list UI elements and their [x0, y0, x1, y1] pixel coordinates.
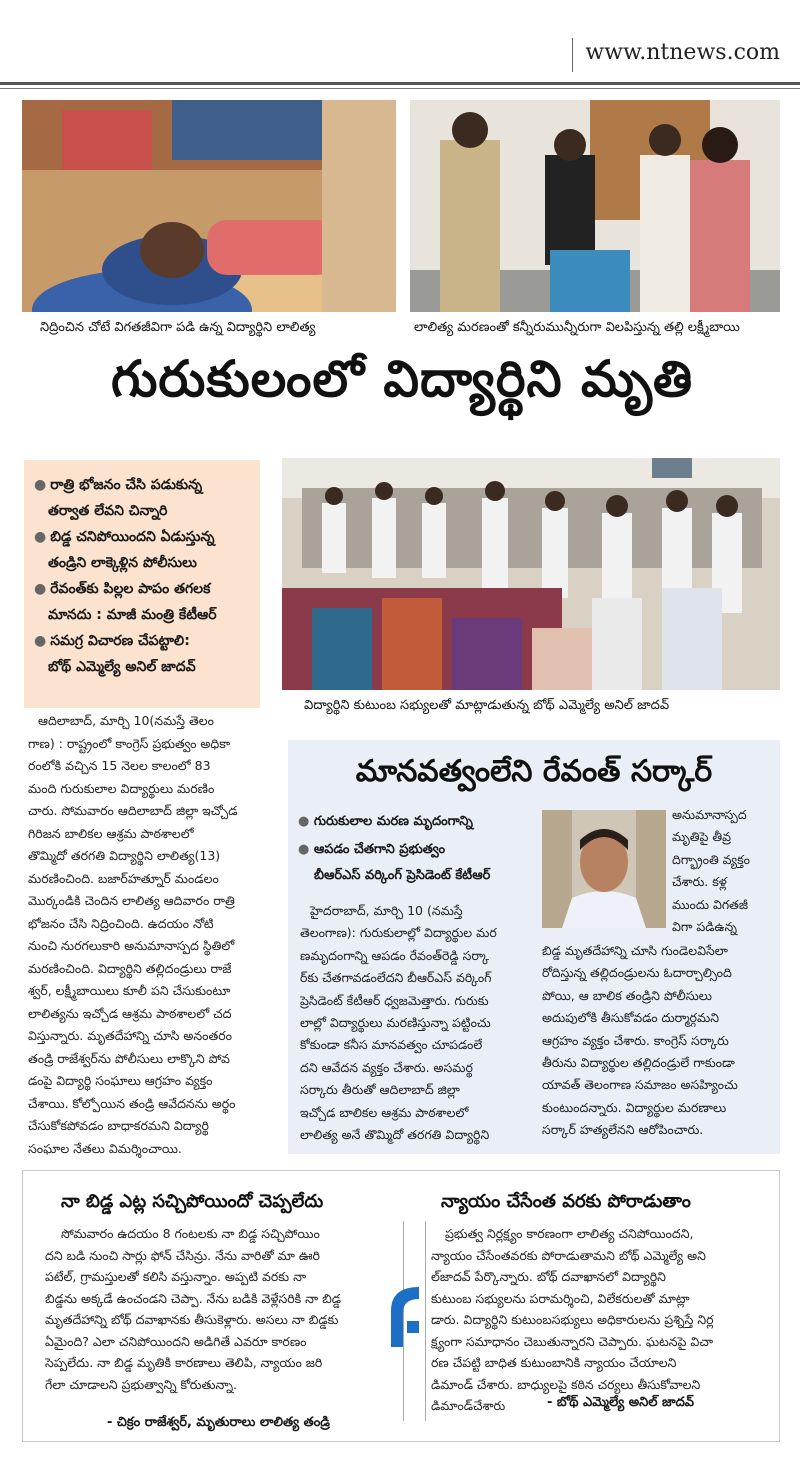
story-line: సర్కార్ హత్యలేనని ఆరోపించారు. [542, 1122, 704, 1138]
caption-mother-grieving: లాలిత్య మరణంతో కన్నీరుమున్నీరుగా విలపిస్తున్న తల్లి లక్ష్మీబాయి [414, 320, 740, 335]
side-bullet: ● గురుకులాల మరణ మృదంగాన్ని [298, 814, 473, 829]
mla-quote-text [431, 1223, 775, 1417]
quote-line: గేలా చూడాలని ప్రభుత్వాన్ని కోరుతున్నా. [45, 1376, 238, 1392]
masthead [0, 0, 800, 96]
caption-student-body: నిద్రించిన చోటే విగతజీవిగా పడి ఉన్న విద్యార్థిని లాలిత్య [40, 320, 316, 335]
story-line: తొమ్మిదో తరగతి విద్యార్థిని లాలిత్య(13) [28, 848, 221, 863]
side-story-title: మానవత్వంలేని రేవంత్ సర్కార్ [355, 754, 713, 789]
highlight-item: ● బిడ్డ చనిపోయిందని ఏడుస్తున్న తండ్రిని లాక్కెళ్లిన పోలీసులు [34, 529, 215, 571]
story-line: ర్‌కు చేతగావడంలేదని బీఆర్ఎస్ వర్కింగ్ [300, 970, 492, 986]
story-line: తండ్రి రాజేశ్వర్‌ను పోలీసులు లాక్కొని పోవ [28, 1050, 230, 1066]
story-line: ణమృదంగాన్ని ఆపడం రేవంత్‌రెడ్డి సర్కా [300, 947, 490, 963]
quote-line: బిడ్డను అక్కడే ఉంచండని చెప్పా. నేను బడికి వెళ్లేసరికి నా బిడ్డ [45, 1290, 342, 1306]
story-line: బిడ్డ మృతదేహాన్ని చూసి గుండెలవిసేలా [542, 943, 728, 958]
side-bullet: బీఆర్ఎస్ వర్కింగ్ ప్రెసిడెంట్ కేటీఆర్ [314, 868, 491, 883]
father-signature: - చిక్రం రాజేశ్వర్, మృతురాలు లాలిత్య తండ్రి [107, 1415, 330, 1430]
story-line: గాణ) : రాష్ట్రంలో కాంగ్రెస్ ప్రభుత్వం అధికా [28, 735, 231, 751]
story-line: డంపై విద్యార్థి సంఘాలు ఆగ్రహం వ్యక్తం [28, 1073, 213, 1088]
story-line: కోకుండా కనీస మానవత్వం చూపడంలే [300, 1037, 483, 1053]
quote-line: ఏమైంది? ఎలా చనిపోయిందని అడిగితే ఎవరూ కారణం [45, 1333, 307, 1349]
photo-mla-with-family [282, 458, 780, 690]
story-line: అదుపులోకి తీసుకోవడం దుర్మార్గమని [542, 1010, 719, 1026]
quote-line: న్యాయం చేసేంతవరకు పోరాడుతామని బోథ్ ఎమ్మెల్యే అని [431, 1247, 706, 1263]
story-line: భోజనం చేసి నిద్రించింది. ఉదయం నోటి [28, 915, 214, 931]
column-divider-right [425, 1221, 426, 1421]
photo-ktr-portrait [542, 810, 666, 928]
quote-line: రణ చేపట్టి బాధిత కుటుంబానికి న్యాయం చేయాలని [431, 1355, 677, 1370]
story-line: సంఘాల నేతలు విమర్శించాయి. [28, 1140, 182, 1156]
story-line: చారు. సోమవారం ఆదిలాబాద్ జిల్లా ఇచ్చోడ [28, 803, 238, 818]
story-line: ప్రెసిడెంట్ కేటీఆర్ ధ్వజమెత్తారు. గురుకు [300, 992, 489, 1008]
quote-line: ల్‌జాదవ్ పేర్కొన్నారు. బోథ్ దవాఖానలో విద్యార్థిని [431, 1269, 666, 1284]
highlight-item: ● సమగ్ర విచారణ చేపట్టాలి: బోథ్ ఎమ్మెల్యే అనిల్ జాదవ్ [34, 633, 196, 675]
story-line: మరణించింది. బజార్‌హత్నూర్ మండలం [28, 870, 219, 886]
quote-line: క్ష్యంగా సమాధానం చెబుతున్నారని చెప్పారు. ఘటనపై విచా [431, 1333, 714, 1349]
story-line: చేసుకోకపోవడం బాధాకరమని విద్యార్థి [28, 1118, 209, 1133]
quote-line: పటేల్, గ్రామస్తులతో కలిసి వస్తున్నాం. అప్పటి వరకు నా [45, 1269, 307, 1284]
mla-quote-title: న్యాయం చేసేంత వరకు పోరాడుతాం [441, 1191, 691, 1212]
story-line: విస్తున్నారు. మృతదేహాన్ని చూసి అనంతరం [28, 1028, 232, 1043]
story-line: ముందు విగతజీ [672, 896, 749, 912]
quote-line: డారు. విద్యార్థిని కుటుంబసభ్యులు అధికారులను ప్రశ్నిస్తే నిర్ల [431, 1312, 714, 1327]
side-story-box [288, 740, 780, 1154]
story-line: దని ఆవేదన వ్యక్తం చేశారు. అసమర్థ [300, 1059, 473, 1075]
highlight-item: ● రాత్రి భోజనం చేసి పడుకున్న తర్వాత లేవని చిన్నారి [34, 477, 203, 519]
quote-line: మృతదేహాన్ని బోథ్ దవాఖానకు తీసుకెళ్లారు. అసలు నా బిడ్డకు [45, 1312, 339, 1327]
story-line: నుంచి నురగలుకారి అనుమానాస్పద స్థితిలో [28, 938, 235, 953]
site-url[interactable]: www.ntnews.com [585, 40, 780, 65]
story-line: యావత్ తెలంగాణ సమాజం అసహ్యించు [542, 1077, 738, 1093]
side-story-right-col [672, 804, 772, 938]
photo-student-body [22, 100, 396, 312]
main-story [28, 710, 278, 1160]
photo-mother-grieving [410, 100, 780, 312]
father-quote-text [45, 1223, 393, 1395]
story-line: రోదిస్తున్న తల్లిదండ్రులను ఓదార్చాల్సింది [542, 965, 732, 981]
story-line: చేశారు. కళ్ల [672, 874, 727, 890]
story-line: తెలంగాణ): గురుకులాల్లో విద్యార్థుల మర [300, 925, 497, 941]
quote-line: దని బడి నుంచి సార్లు ఫోన్ చేసిన్రు. నేను వారితో మా ఊరి [45, 1247, 320, 1263]
quote-line: సెప్పలేదు. నా బిడ్డ మృతికి కారణాలు తెలిపి, న్యాయం జరి [45, 1355, 323, 1370]
side-story-left-col [300, 900, 536, 1146]
story-line: తీరును విద్యార్థుల తల్లిదండ్రులే గాకుండా [542, 1055, 735, 1071]
story-line: ఆగ్రహం వ్యక్తం చేశారు. కాంగ్రెస్ సర్కారు [542, 1032, 729, 1048]
story-line: ఆదిలాబాద్, మార్చి 10(నమస్తే తెలం [38, 713, 214, 728]
father-quote-title: నా బిడ్డ ఎట్ల సచ్చిపోయిందో చెప్పలేదు [61, 1191, 324, 1212]
story-line: అనుమానాస్పద [672, 807, 747, 822]
story-line: విగా పడిఉన్న [672, 919, 737, 935]
quote-line: కుటుంబ సభ్యులను పరామర్శించి, విలేకరులతో మాట్లా [431, 1290, 690, 1306]
masthead-rule [0, 82, 800, 85]
story-line: హైదరాబాద్, మార్చి 10 (నమస్తే [310, 903, 463, 918]
highlights-box [24, 460, 260, 708]
caption-mla-with-family: విద్యార్థిని కుటుంబ సభ్యులతో మాట్లాడుతున్న బోథ్ ఎమ్మెల్యే అనిల్ జాదవ్ [304, 698, 670, 713]
story-line: శ్వర్, లక్ష్మీబాయిలు కూలీ పని చేసుకుంటూ [28, 983, 231, 998]
story-line: మంది గురుకులాల విద్యార్థులు మరణిం [28, 780, 215, 796]
story-line: మృతిపై తీవ్ర [672, 829, 732, 845]
ntnews-logo-icon [385, 1281, 425, 1347]
story-line: చేశాయి. కోల్పోయిన తండ్రి ఆవేదనను అర్థం [28, 1095, 236, 1111]
side-story-right-lower [542, 940, 774, 1142]
story-line: దిగ్భ్రాంతి వ్యక్తం [672, 851, 751, 867]
story-line: మరణించింది. విద్యార్థిని తల్లిదండ్రులు రాజే [28, 960, 232, 976]
story-line: గిరిజన బాలికల ఆశ్రమ పాఠశాలలో [28, 825, 194, 841]
story-line: కుంటుందన్నారు. విద్యార్థుల మరణాలు [542, 1099, 727, 1115]
story-line: లాల్లో విద్యార్థులు మరణిస్తున్నా పట్టించు [300, 1015, 491, 1031]
quote-line: ప్రభుత్వ నిర్లక్ష్యం కారణంగా లాలిత్య చనిపోయిందని, [445, 1226, 694, 1241]
masthead-rule-thin [0, 88, 800, 89]
quotes-box [22, 1170, 780, 1442]
story-line: లాలిత్యను ఇచ్చోడ ఆశ్రమ పాఠశాలలో చద [28, 1005, 232, 1021]
story-line: రంలోకి వచ్చిన 15 నెలల కాలంలో 83 [28, 758, 211, 773]
story-line: లాలిత్య అనే తొమ్మిదో తరగతి విద్యార్థిని [300, 1127, 490, 1143]
quote-line: డిమాండ్‌చేశారు [431, 1398, 506, 1413]
story-line: సర్కారు తీరుతో ఆదిలాబాద్ జిల్లా [300, 1082, 460, 1098]
side-bullet: ● ఆపడం చేతగాని ప్రభుత్వం [298, 842, 446, 857]
story-line: పోయి, ఆ బాలిక తండ్రిని పోలీసులు [542, 987, 712, 1003]
quote-line: సోమవారం ఉదయం 8 గంటలకు నా బిడ్డ సచ్చిపోయిం [61, 1226, 320, 1241]
url-separator [572, 38, 573, 72]
quote-line: డిమాండ్ చేశారు. బాధ్యులపై కఠిన చర్యలు తీసుకోవాలని [431, 1376, 701, 1392]
story-line: ఇచ్చోడ బాలికల ఆశ్రమ పాఠశాలలో [300, 1104, 469, 1120]
story-line: మొర్కండికి చెందిన లాలిత్య ఆదివారం రాత్రి [28, 893, 235, 908]
headline: గురుకులంలో విద్యార్థిని మృతి [110, 350, 694, 408]
mla-signature: - బోథ్ ఎమ్మెల్యే అనిల్ జాదవ్ [547, 1395, 695, 1410]
highlight-item: ● రేవంత్‌కు పిల్లల పాపం తగలక మానదు : మాజీ మంత్రి కేటీఆర్ [34, 581, 217, 623]
